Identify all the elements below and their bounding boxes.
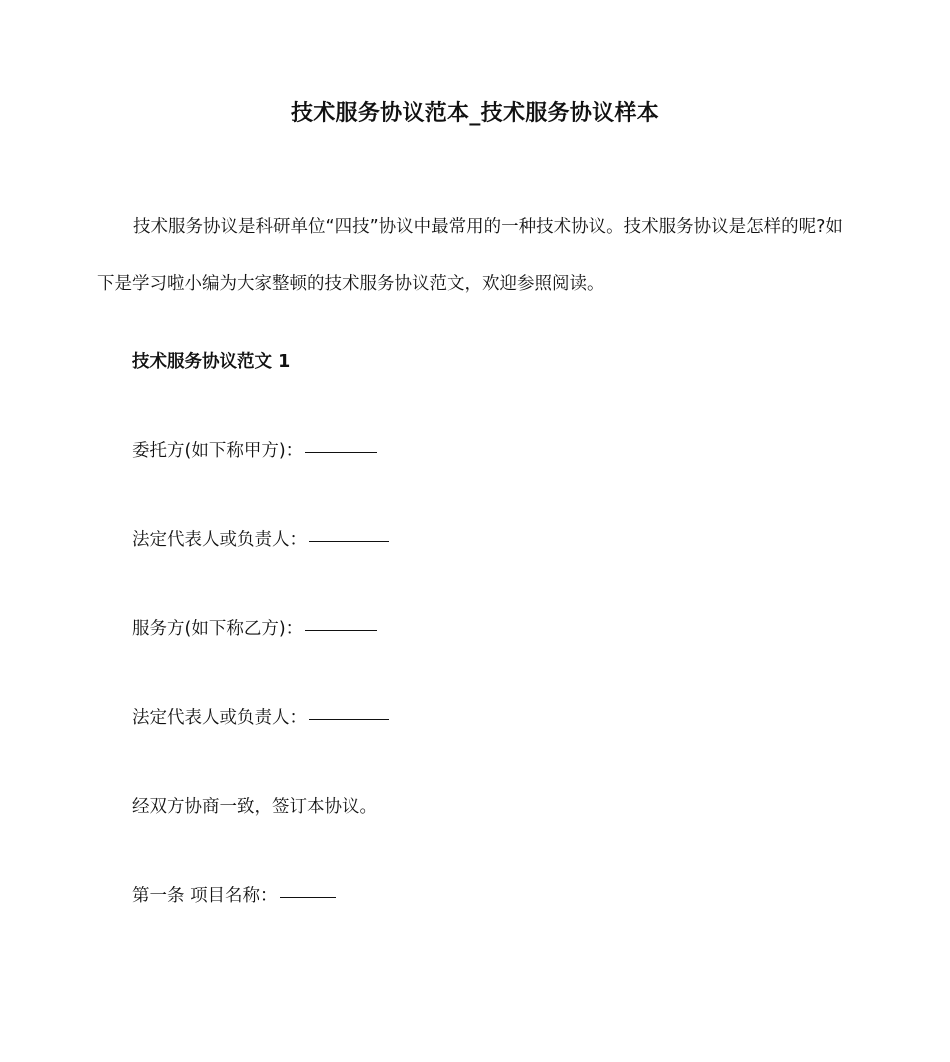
section-heading: 技术服务协议范文 1 (132, 352, 291, 372)
field-client-label: 委托方(如下称甲方)： (132, 441, 304, 461)
intro-paragraph: 技术服务协议是科研单位“四技”协议中最常用的一种技术协议。技术服务协议是怎样的呢?如下是学习啦小编为大家整顿的技术服务协议范文，欢迎参照阅读。 (97, 217, 843, 294)
field-provider-representative-blank (309, 718, 389, 720)
field-provider-representative-label: 法定代表人或负责人： (132, 708, 307, 728)
field-client (132, 436, 377, 466)
agreement-line: 经双方协商一致，签订本协议。 (132, 797, 377, 817)
field-provider-representative (132, 703, 389, 733)
field-client-representative (132, 525, 389, 555)
document-title: 技术服务协议范本_技术服务协议样本 (290, 101, 660, 126)
field-provider (132, 614, 377, 644)
field-client-representative-label: 法定代表人或负责人： (132, 530, 307, 550)
field-provider-label: 服务方(如下称乙方)： (132, 619, 304, 639)
field-provider-blank (305, 629, 377, 631)
field-client-representative-blank (309, 540, 389, 542)
article-1 (132, 881, 336, 911)
field-client-blank (305, 451, 377, 453)
article-1-label: 第一条 项目名称： (132, 886, 278, 906)
article-1-blank (280, 896, 336, 898)
